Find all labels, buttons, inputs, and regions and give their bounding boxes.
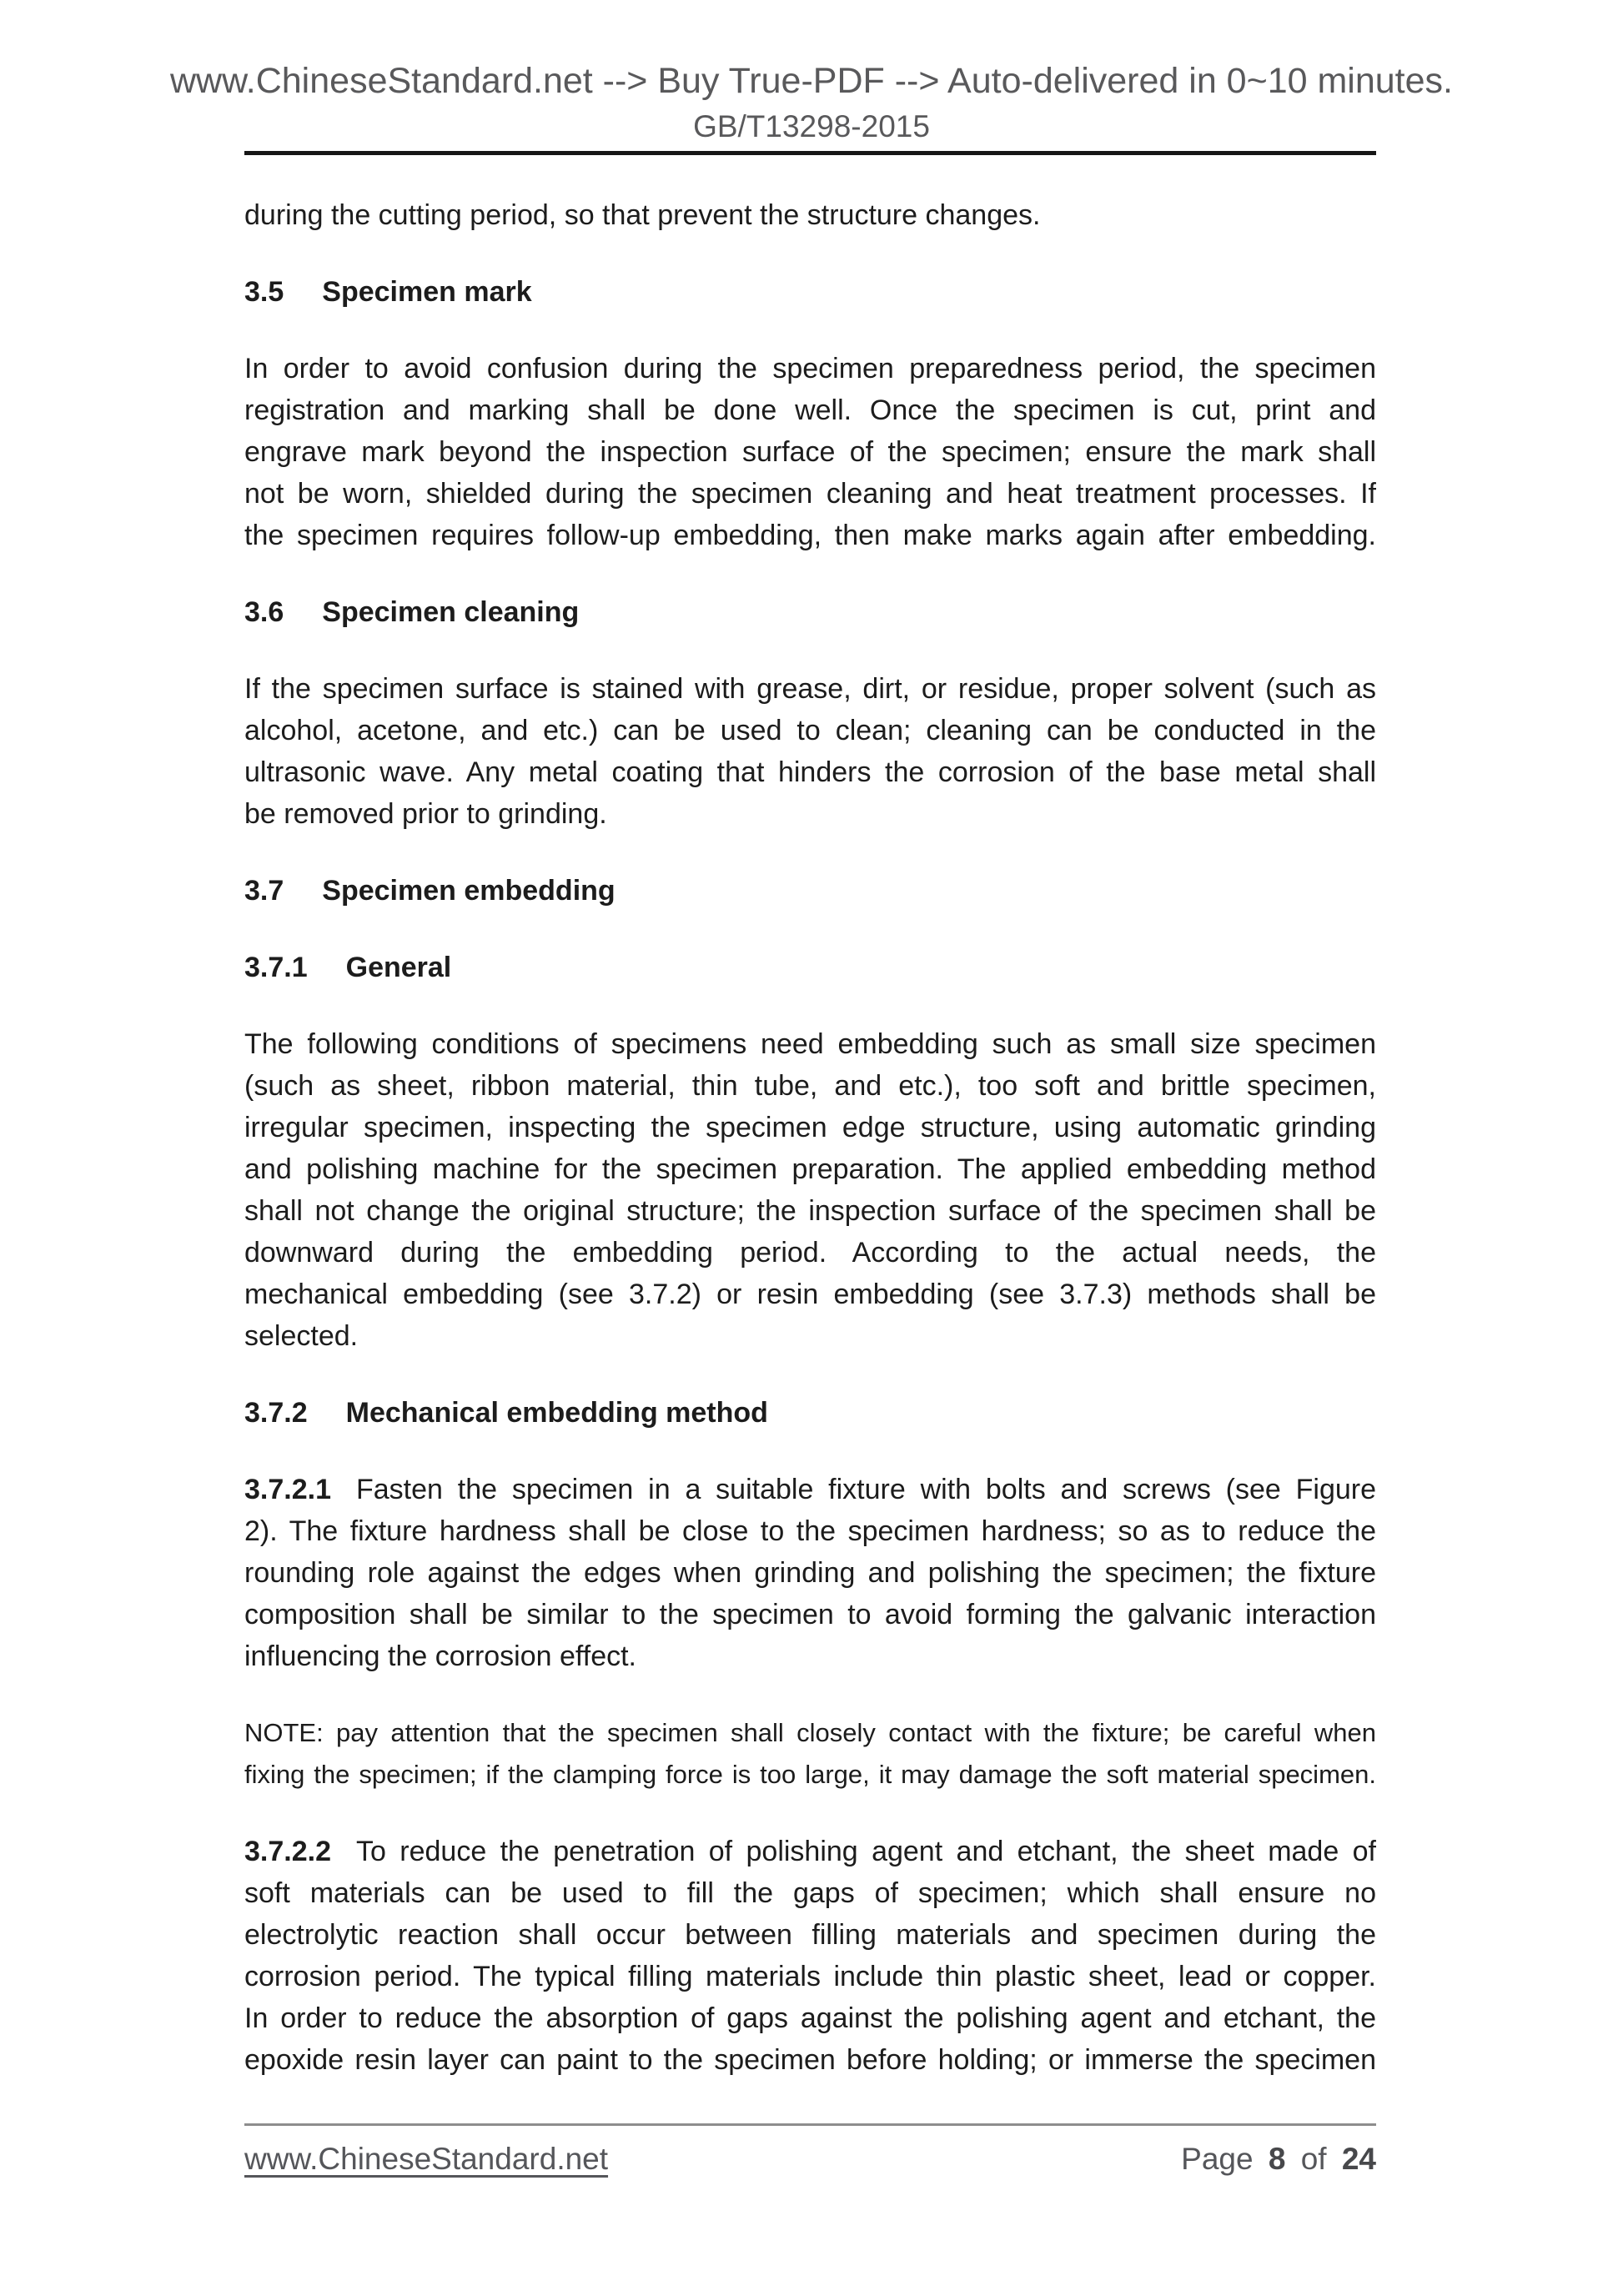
section-heading (244, 947, 1376, 988)
text-line: and polishing machine for the specimen preparation. The applied embedding method (244, 1153, 1376, 1185)
section-heading (244, 271, 1376, 313)
heading-title: Specimen embedding (322, 875, 616, 907)
text-line: If the specimen surface is stained with grease, dirt, or residue, proper solvent (such as (244, 673, 1376, 705)
text-line: composition shall be similar to the specimen to avoid forming the galvanic interaction (244, 1599, 1376, 1630)
paragraph (244, 1831, 1376, 2081)
text-line (244, 1831, 1376, 1872)
paragraph (244, 194, 1376, 236)
text-line: registration and marking shall be done well. Once the specimen is cut, print and (244, 394, 1376, 426)
text-line: selected. (244, 1320, 359, 1352)
paragraph (244, 348, 1376, 556)
text-line: during the cutting period, so that prevent the structure changes. (244, 199, 1041, 231)
text-line: epoxide resin layer can paint to the specimen before holding; or immerse the specimen (244, 2044, 1376, 2076)
heading-title: Specimen cleaning (322, 596, 580, 628)
text-line: NOTE: pay attention that the specimen shall closely contact with the fixture; be careful when (244, 1718, 1376, 1747)
paragraph (244, 1469, 1376, 1677)
text-line: be removed prior to grinding. (244, 798, 607, 830)
section-heading (244, 591, 1376, 633)
text-line: shall not change the original structure; the inspection surface of the specimen shall be (244, 1195, 1376, 1227)
text-line: not be worn, shielded during the specimen cleaning and heat treatment processes. If (244, 478, 1376, 510)
text-line: (such as sheet, ribbon material, thin tube, and etc.), too soft and brittle specimen, (244, 1070, 1376, 1102)
footer-rule (244, 2123, 1376, 2126)
text-line: ultrasonic wave. Any metal coating that hinders the corrosion of the base metal shall (244, 756, 1376, 788)
footer-page-label: Page (1181, 2142, 1254, 2176)
heading-number: 3.7 (244, 875, 284, 907)
text-line: mechanical embedding (see 3.7.2) or resin embedding (see 3.7.3) methods shall be (244, 1279, 1376, 1310)
text-line: The following conditions of specimens need embedding such as small size specimen (244, 1028, 1376, 1060)
header-standard-number: GB/T13298-2015 (693, 109, 930, 143)
heading-number: 3.7.2 (244, 1397, 308, 1429)
heading-number: 3.5 (244, 276, 284, 308)
clause-number: 3.7.2.2 (244, 1836, 331, 1867)
footer-page-indicator (1181, 2138, 1376, 2181)
text-line: the specimen requires follow-up embedding, then make marks again after embedding. (244, 520, 1376, 551)
footer-of-label: of (1300, 2142, 1327, 2176)
text-line: soft materials can be used to fill the gaps of specimen; which shall ensure no (244, 1877, 1376, 1909)
text-line: In order to avoid confusion during the specimen preparedness period, the specimen (244, 353, 1376, 384)
text-line (244, 1469, 1376, 1510)
text-line: rounding role against the edges when grinding and polishing the specimen; the fixture (244, 1557, 1376, 1589)
clause-number: 3.7.2.1 (244, 1474, 331, 1505)
text-line: alcohol, acetone, and etc.) can be used to clean; cleaning can be conducted in the (244, 715, 1376, 746)
text-line: 2). The fixture hardness shall be close to the specimen hardness; so as to reduce the (244, 1515, 1376, 1547)
heading-title: Mechanical embedding method (345, 1397, 768, 1429)
footer-site-link[interactable]: www.ChineseStandard.net (244, 2142, 609, 2176)
text-line: In order to reduce the absorption of gaps against the polishing agent and etchant, the (244, 2002, 1376, 2034)
heading-title: General (345, 952, 452, 983)
text-line-content: Fasten the specimen in a suitable fixture with bolts and screws (see Figure (355, 1474, 1376, 1505)
heading-title: Specimen mark (322, 276, 532, 308)
text-line: fixing the specimen; if the clamping force is too large, it may damage the soft material specimen. (244, 1760, 1376, 1789)
text-line-content: To reduce the penetration of polishing agent and etchant, the sheet made of (355, 1836, 1376, 1867)
paragraph (244, 668, 1376, 835)
heading-number: 3.6 (244, 596, 284, 628)
section-heading (244, 1392, 1376, 1434)
text-line: downward during the embedding period. According to the actual needs, the (244, 1237, 1376, 1269)
text-line: electrolytic reaction shall occur between filling materials and specimen during the (244, 1919, 1376, 1951)
note-paragraph (244, 1712, 1376, 1796)
footer (244, 2138, 1376, 2181)
header-banner: www.ChineseStandard.net --> Buy True-PDF --> Auto-delivered in 0~10 minutes. (169, 61, 1453, 101)
header-rule (244, 151, 1376, 155)
footer-page-current: 8 (1268, 2142, 1286, 2176)
document-body (244, 194, 1376, 2081)
text-line: engrave mark beyond the inspection surface of the specimen; ensure the mark shall (244, 436, 1376, 468)
text-line: corrosion period. The typical filling materials include thin plastic sheet, lead or copper. (244, 1961, 1376, 1992)
section-heading (244, 870, 1376, 912)
text-line: irregular specimen, inspecting the specimen edge structure, using automatic grinding (244, 1112, 1376, 1143)
footer-page-total: 24 (1341, 2142, 1376, 2176)
text-line: influencing the corrosion effect. (244, 1640, 636, 1672)
heading-number: 3.7.1 (244, 952, 308, 983)
paragraph (244, 1023, 1376, 1357)
